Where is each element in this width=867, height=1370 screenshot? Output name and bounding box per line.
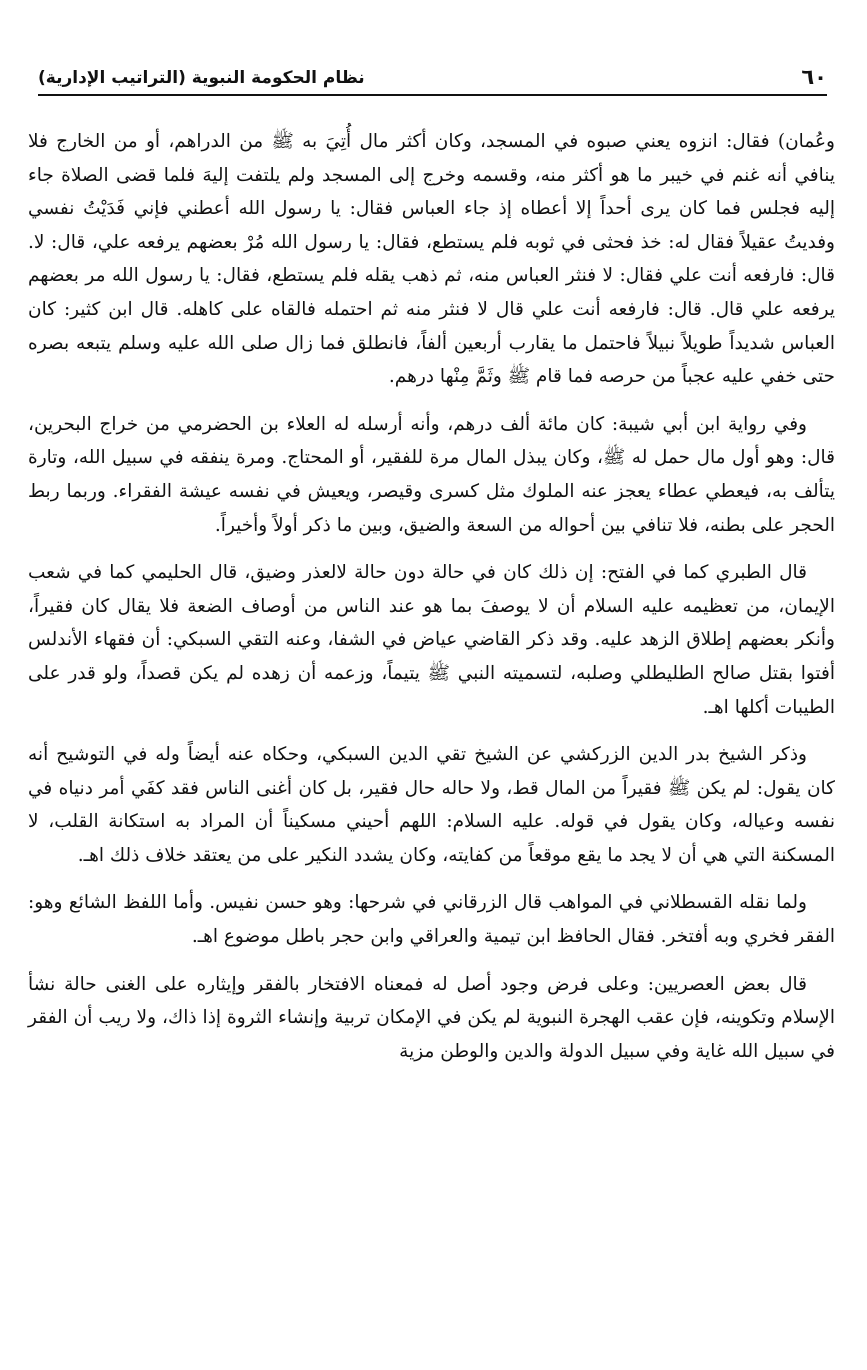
body-text <box>28 125 835 1068</box>
running-header <box>38 56 827 96</box>
paragraph-4: وذكر الشيخ بدر الدين الزركشي عن الشيخ تقي الدين السبكي، وحكاه عنه أيضاً وله في التوشيح أنه كان يقول: لم يكن ﷺ فقيراً من المال قط، ولا حاله حال فقير، بل كان أغنى الناس فقد كفَي أمر دنياه في نفسه وعياله، وكان يقول في قوله. عليه السلام: اللهم أحيني مسكيناً أن المراد به استكانة القلب، لا المسكنة التي هي أن لا يجد ما يقع موقعاً من كفايته، وكان يشدد النكير على من يعتقد خلاف ذلك اهـ. <box>28 744 835 866</box>
paragraph-3: قال الطبري كما في الفتح: إن ذلك كان في حالة دون حالة لالعذر وضيق، قال الحليمي كما في شعب الإيمان، من تعظيمه عليه السلام أن لا يوصفَ بما هو عند الناس من أوصاف الضعة فلا يقال كان فقيراً، وأنكر بعضهم إطلاق الزهد عليه. وقد ذكر القاضي عياض في الشفا، وعنه التقي السبكي: أن فقهاء الأندلس أفتوا بقتل صالح الطليطلي وصلبه، لتسميته النبي ﷺ يتيماً، وزعمه أن زهده لم يكن قصداً، ولو قدر على الطيبات أكلها اهـ. <box>28 562 835 718</box>
paragraph-2: وفي رواية ابن أبي شيبة: كان مائة ألف درهم، وأنه أرسله له العلاء بن الحضرمي من خراج البحرين، قال: وهو أول مال حمل له ﷺ، وكان يبذل المال مرة للفقير، أو المحتاج. ومرة ينفقه في سبيل الله، وتارة يتألف به، فيعطي عطاء يعجز عنه الملوك مثل كسرى وقيصر، ويعيش في نفسه عيشة الفقراء. وربما ربط الحجر على بطنه، فلا تنافي بين أحواله من السعة والضيق، وبين ما ذكر أولاً وأخيراً. <box>28 413 835 536</box>
paragraph-1: وعُمان) فقال: انزوه يعني صبوه في المسجد، وكان أكثر مال أُتِيَ به ﷺ من الدراهم، أو من الخارج فلا ينافي أنه غنم في خيبر ما هو أكثر منه، وقسمه وخرج إلى المسجد ولم يلتفت إليهَ فلما قضى الصلاة جاء إليه فجلس فما كان يرى أحداً إلا أعطاه إذ جاء العباس فقال: يا رسول الله أعطني فإني فَدَيْتُ نفسي وفديتُ عقيلاً فقال له: خذ فحثى في ثوبه فلم يستطع، فقال: يا رسول الله مُرْ بعضهم يرفعه علي، قال: لا. قال: فارفعه أنت علي فقال: لا فنثر العباس منه، ثم ذهب يقله فلم يستطع، فقال: يا رسول الله مر بعضهم يرفعه علي قال. قال: فارفعه أنت علي قال لا فنثر منه ثم احتمله فالقاه على كاهله. قال ابن كثير: كان العباس شديداً طويلاً نبيلاً فاحتمل ما يقارب أربعين ألفاً، فانطلق فما زال صلى الله عليه وسلم يتبعه بصره حتى خفي عليه عجباً من حرصه فما قام ﷺ وثَمَّ مِنْها درهم. <box>28 131 835 388</box>
book-title: نظام الحكومة النبوية (التراتيب الإدارية) <box>38 68 365 88</box>
page-number: ٦٠ <box>801 65 827 89</box>
paragraph-6: قال بعض العصريين: وعلى فرض وجود أصل له فمعناه الافتخار بالفقر وإيثاره على الغنى حالة نشأ الإسلام وتكوينه، فإن عقب الهجرة النبوية لم يكن في الإمكان تربية وإنشاء الثروة إذا ذاك، ولا ريب أن الفقر في سبيل الله غاية وفي سبيل الدولة والدين والوطن مزية <box>28 973 835 1062</box>
paragraph-5: ولما نقله القسطلاني في المواهب قال الزرقاني في شرحها: وهو حسن نفيس. وأما اللفظ الشائع وهو: الفقر فخري وبه أفتخر. فقال الحافظ ابن تيمية والعراقي وابن حجر باطل موضوع اهـ. <box>28 892 835 948</box>
